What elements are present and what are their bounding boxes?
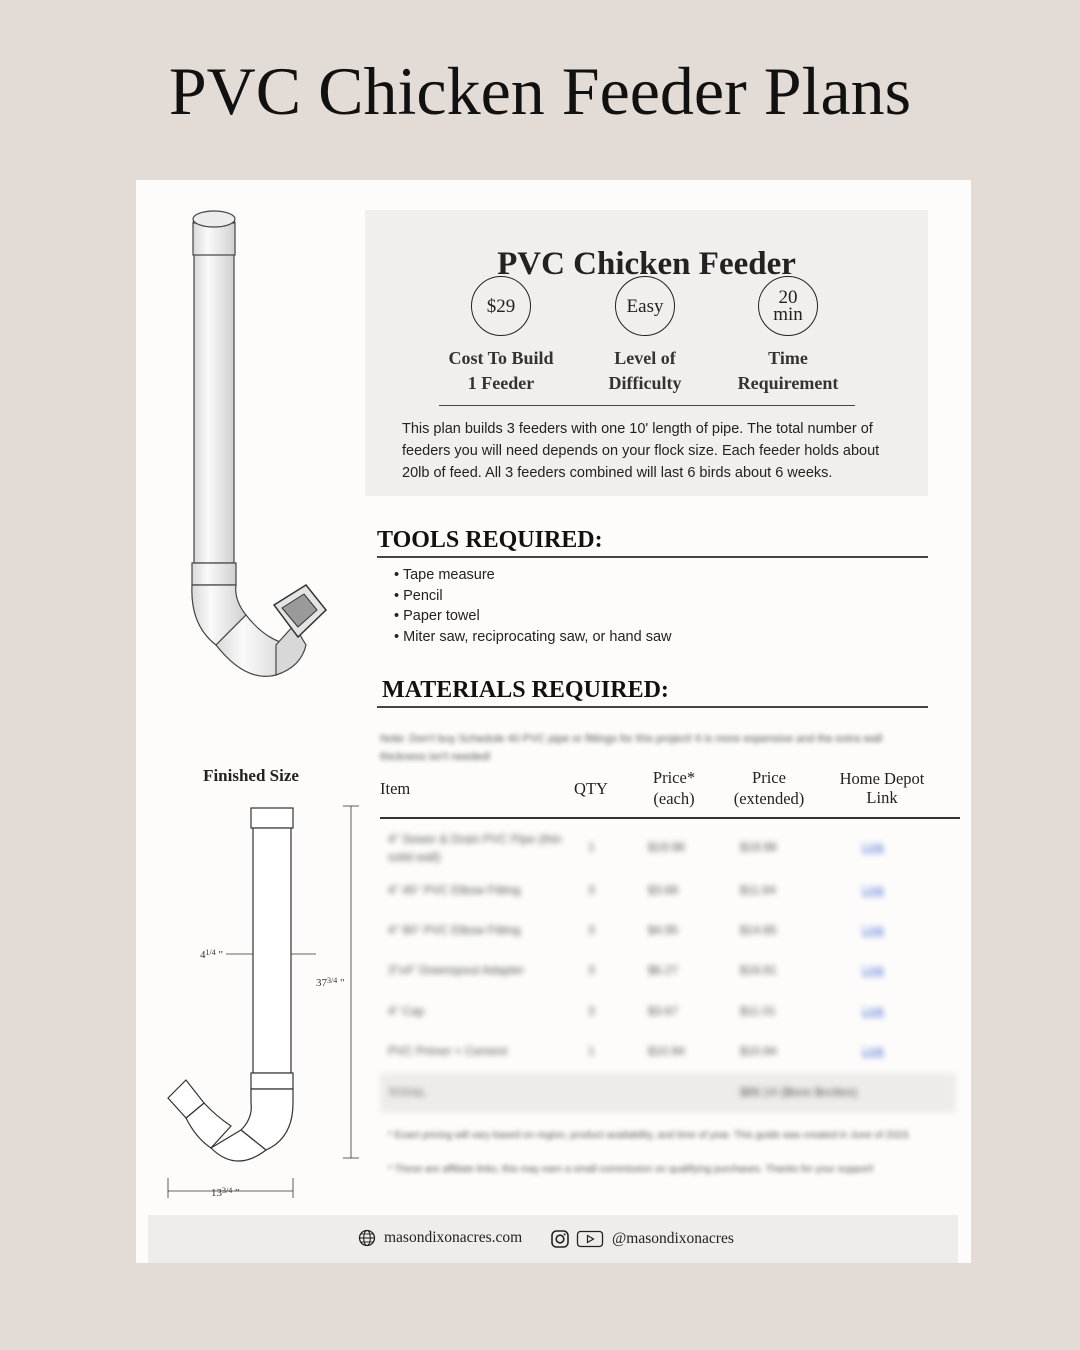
row-item: 3"x4" Downspout Adapter bbox=[388, 963, 524, 977]
row-item: 4" 45° PVC Elbow Fitting bbox=[388, 883, 521, 897]
tools-list bbox=[394, 565, 671, 647]
summary-title: PVC Chicken Feeder bbox=[497, 246, 796, 282]
list-item: • Pencil bbox=[394, 586, 671, 607]
summary-description: This plan builds 3 feeders with one 10' length of pipe. The total number of feeders you will need depends on your flock size. Each feeder holds about 20lb of feed. All 3 feeders combined will last 6 birds about 6 weeks. bbox=[402, 421, 880, 481]
list-item: • Paper towel bbox=[394, 606, 671, 627]
height-fraction: 3/4 bbox=[327, 976, 338, 985]
plan-sheet bbox=[136, 180, 971, 1263]
table-total-row bbox=[380, 1073, 956, 1113]
feeder-3d-illustration bbox=[176, 205, 356, 690]
stat-time-value: 20 min bbox=[758, 276, 818, 336]
row-link[interactable]: Link bbox=[862, 840, 885, 854]
row-price-each: $10.94 bbox=[648, 1044, 685, 1058]
instagram-icon bbox=[550, 1229, 570, 1249]
row-price-extended: $18.81 bbox=[740, 963, 777, 977]
row-price-each: $4.95 bbox=[648, 923, 679, 937]
row-qty: 1 bbox=[588, 1044, 595, 1058]
total-value: $86.14 ($tore $ncttes) bbox=[740, 1085, 858, 1099]
social-handle: @masondixonacres bbox=[612, 1230, 734, 1247]
row-qty: 3 bbox=[588, 923, 595, 937]
column-header-qty: QTY bbox=[574, 779, 608, 798]
column-header-price-each: Price* (each) bbox=[652, 768, 696, 808]
finished-size-drawing bbox=[156, 798, 366, 1208]
summary-divider bbox=[439, 405, 855, 406]
row-price-extended: $11.01 bbox=[740, 1004, 776, 1018]
row-price-extended: $10.94 bbox=[740, 1044, 777, 1058]
row-link[interactable]: Link bbox=[862, 963, 885, 977]
youtube-icon bbox=[576, 1229, 604, 1249]
materials-note: Note: Don't buy Schedule 40 PVC pipe or fittings for this project! It is more expensive and the extra wall thickness isn't needed! bbox=[380, 733, 883, 763]
row-qty: 3 bbox=[588, 1004, 595, 1018]
row-price-each: $6.27 bbox=[648, 963, 679, 977]
stat-time bbox=[708, 276, 868, 396]
footnote: * Exact pricing will vary based on region, product availability, and time of year. This guide was created in June of 2023. bbox=[388, 1130, 911, 1141]
row-price-extended: $19.98 bbox=[740, 840, 777, 854]
list-item: • Miter saw, reciprocating saw, or hand saw bbox=[394, 627, 671, 648]
column-header-price-extended: Price (extended) bbox=[733, 768, 805, 808]
row-link[interactable]: Link bbox=[862, 1004, 885, 1018]
row-qty: 1 bbox=[588, 840, 595, 854]
row-price-each: $3.88 bbox=[648, 883, 679, 897]
total-label: TOTAL bbox=[388, 1085, 427, 1099]
stat-time-label: Time Requirement bbox=[737, 348, 839, 393]
diameter-dimension: $4^{1/4}$ " bbox=[200, 948, 223, 961]
row-price-extended: $14.85 bbox=[740, 923, 777, 937]
footer-social[interactable] bbox=[550, 1229, 734, 1249]
globe-icon bbox=[358, 1229, 376, 1247]
row-price-each: $3.67 bbox=[648, 1004, 679, 1018]
table-header-divider bbox=[380, 817, 960, 819]
width-whole: 13 bbox=[211, 1187, 222, 1199]
row-link[interactable]: Link bbox=[862, 883, 885, 897]
height-dimension: $37^{3/4}$ " bbox=[316, 976, 345, 989]
website-text: masondixonacres.com bbox=[384, 1229, 523, 1246]
stat-cost-label: Cost To Build 1 Feeder bbox=[448, 348, 554, 393]
column-header-link: Home Depot Link bbox=[839, 769, 925, 807]
height-whole: 37 bbox=[316, 977, 327, 989]
materials-heading: MATERIALS REQUIRED: bbox=[382, 677, 669, 703]
row-price-each: $19.98 bbox=[648, 840, 685, 854]
row-qty: 3 bbox=[588, 883, 595, 897]
finished-size-label: Finished Size bbox=[203, 766, 299, 785]
row-item: 4" 90° PVC Elbow Fitting bbox=[388, 923, 521, 937]
list-item: • Tape measure bbox=[394, 565, 671, 586]
footer-website[interactable] bbox=[358, 1229, 522, 1247]
row-link[interactable]: Link bbox=[862, 1044, 885, 1058]
tools-heading: TOOLS REQUIRED: bbox=[377, 527, 603, 553]
stat-cost-value: $29 bbox=[471, 276, 531, 336]
stat-difficulty bbox=[565, 276, 725, 396]
row-price-extended: $11.64 bbox=[740, 883, 776, 897]
stat-cost bbox=[421, 276, 581, 396]
stat-difficulty-label: Level of Difficulty bbox=[608, 348, 682, 393]
materials-divider bbox=[377, 706, 928, 708]
row-link[interactable]: Link bbox=[862, 923, 885, 937]
summary-box bbox=[365, 210, 928, 496]
diameter-fraction: 1/4 bbox=[205, 948, 216, 957]
row-item: 4" Cap bbox=[388, 1004, 425, 1018]
width-fraction: 3/4 bbox=[222, 1186, 233, 1195]
diameter-whole: 4 bbox=[200, 949, 206, 961]
stat-difficulty-value: Easy bbox=[615, 276, 675, 336]
tools-divider bbox=[377, 556, 928, 558]
column-header-item: Item bbox=[380, 779, 411, 798]
row-item: PVC Primer + Cement bbox=[388, 1044, 508, 1058]
page-title: PVC Chicken Feeder Plans bbox=[168, 53, 912, 129]
width-dimension: $13^{3/4}$ " bbox=[211, 1186, 240, 1199]
sheet-footer bbox=[148, 1215, 958, 1263]
row-item: 4" Sewer & Drain PVC Pipe (thin solid wall) bbox=[388, 832, 562, 864]
footnote: * These are affiliate links, this may earn a small commission on qualifying purchases. Thanks for your support! bbox=[388, 1164, 874, 1175]
row-qty: 3 bbox=[588, 963, 595, 977]
